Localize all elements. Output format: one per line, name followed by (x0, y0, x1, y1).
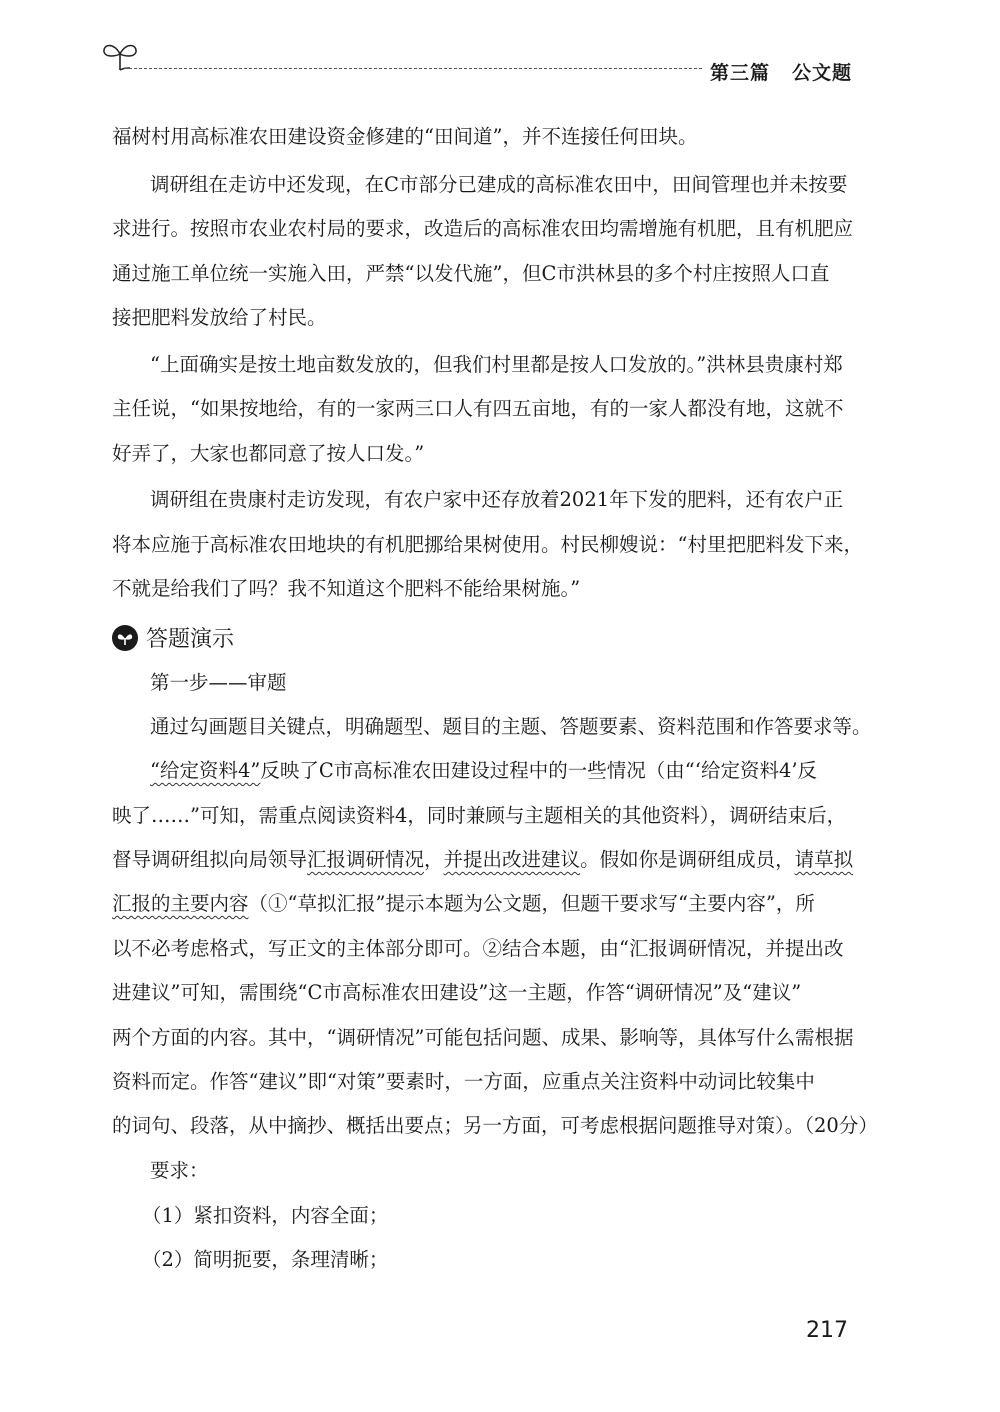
requirement-item: （2）简明扼要，条理清晰； (142, 1248, 389, 1271)
paragraph-3-line: 主任说，“如果按地给，有的一家两三口人有四五亩地，有的一家人都没有地，这就不 (112, 397, 844, 420)
paragraph-3-line: “上面确实是按土地亩数发放的，但我们村里都是按人口发放的。”洪林县贵康村郑 (150, 353, 843, 376)
leaf-icon (112, 625, 138, 651)
question-line: 汇报的主要内容（①“草拟汇报”提示本题为公文题，但题干要求写“主要内容”，所 (112, 892, 815, 915)
question-line: 两个方面的内容。其中，“调研情况”可能包括问题、成果、影响等，具体写什么需根据 (112, 1026, 854, 1049)
header-part: 第三篇 (710, 62, 771, 84)
paragraph-2-line: 求进行。按照市农业农村局的要求，改造后的高标准农田均需增施有机肥，且有机肥应 (112, 217, 854, 240)
paragraph-2-line: 接把肥料发放给了村民。 (112, 306, 327, 329)
paragraph-4-line: 调研组在贵康村走访发现，有农户家中还存放着2021年下发的肥料，还有农户正 (150, 488, 844, 511)
sprout-logo-icon (100, 38, 140, 72)
keyword-suggest: 并提出改进建议 (443, 848, 581, 871)
running-header (710, 58, 852, 85)
question-line: 进建议”可知，需围绕“C市高标准农田建设”这一主题，作答“调研情况”及“建议” (112, 981, 802, 1004)
question-line: 的词句、段落，从中摘抄、概括出要点；另一方面，可考虑根据问题推导对策）。（20分） (112, 1114, 878, 1137)
requirement-item: （1）紧扣资料，内容全面； (142, 1204, 389, 1227)
header-divider (124, 68, 702, 69)
paragraph-4-line: 将本应施于高标准农田地块的有机肥挪给果树使用。村民柳嫂说：“村里把肥料发下来， (112, 533, 863, 556)
paragraph-3-line: 好弄了，大家也都同意了按人口发。” (112, 442, 425, 465)
step-title: 第一步——审题 (150, 671, 287, 694)
section-heading (112, 622, 234, 653)
step-intro: 通过勾画题目关键点，明确题型、题目的主题、答题要素、资料范围和作答要求等。 (150, 715, 872, 738)
paragraph-2-line: 调研组在走访中还发现，在C市部分已建成的高标准农田中，田间管理也并未按要 (150, 173, 848, 196)
keyword-report: 汇报调研情况 (307, 848, 425, 871)
question-line: 督导调研组拟向局领导汇报调研情况，并提出改进建议。假如你是调研组成员，请草拟 (112, 848, 854, 871)
keyword-content: 汇报的主要内容 (112, 892, 249, 915)
requirements-label: 要求： (150, 1159, 209, 1182)
page-number: 217 (806, 1318, 848, 1343)
question-line: 映了……”可知，需重点阅读资料4，同时兼顾与主题相关的其他资料），调研结束后， (112, 804, 847, 827)
keyword-material: “给定资料4” (150, 759, 261, 782)
question-line: 资料而定。作答“建议”即“对策”要素时，一方面，应重点关注资料中动词比较集中 (112, 1070, 815, 1093)
question-line: “给定资料4”反映了C市高标准农田建设过程中的一些情况（由“‘给定资料4’反 (150, 759, 818, 782)
paragraph-2-line: 通过施工单位统一实施入田，严禁“以发代施”，但C市洪林县的多个村庄按照人口直 (112, 262, 830, 285)
keyword-draft: 请草拟 (794, 848, 854, 871)
header-section: 公文题 (792, 62, 853, 84)
paragraph-4-line: 不就是给我们了吗？我不知道这个肥料不能给果树施。” (112, 577, 581, 600)
section-title: 答题演示 (146, 627, 235, 652)
paragraph-1-line: 福树村用高标准农田建设资金修建的“田间道”，并不连接任何田块。 (112, 125, 698, 148)
question-line: 以不必考虑格式，写正文的主体部分即可。②结合本题，由“汇报调研情况，并提出改 (112, 937, 844, 960)
